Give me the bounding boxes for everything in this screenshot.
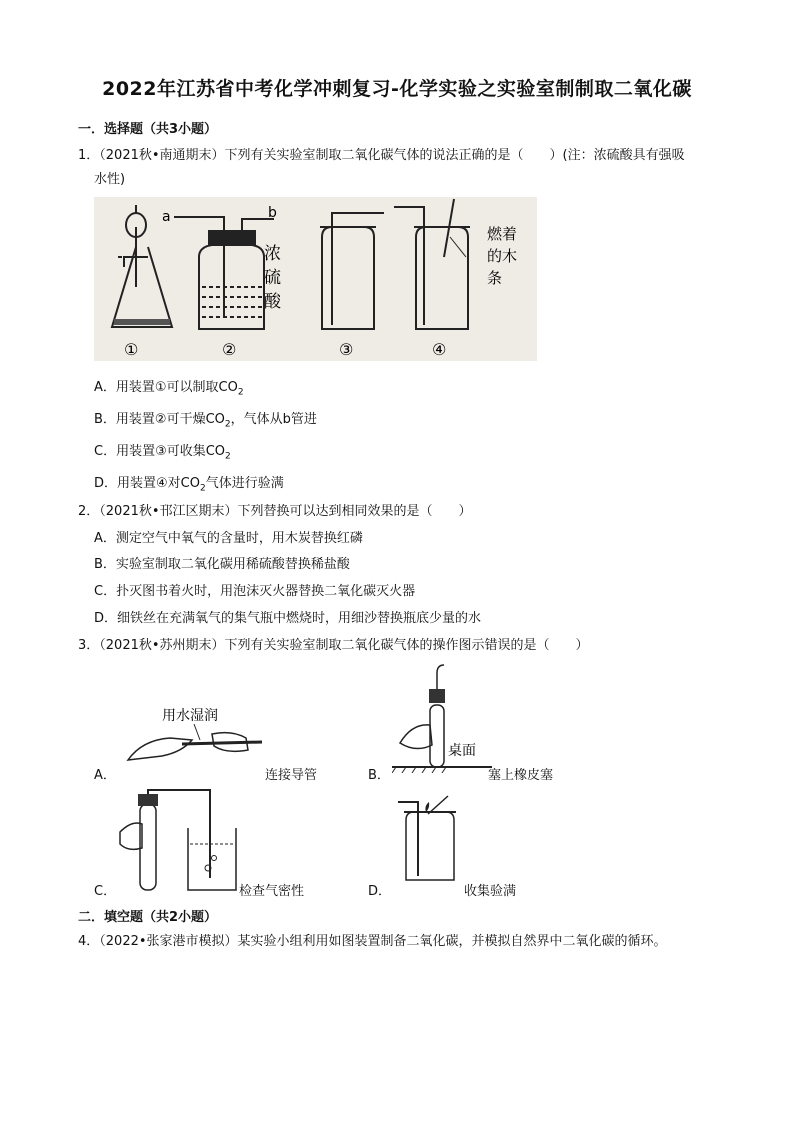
section-heading-fill: 二．填空题（共2小题） [78,910,218,925]
connect-tube-drawing [122,700,272,780]
option-a-letter: A． [94,768,116,783]
option-d-letter: D． [368,884,392,899]
option-c-caption: 检查气密性 [239,884,305,899]
stick-label-1: 燃着 [487,225,518,243]
wet-note: 用水湿润 [162,708,218,724]
question-2-option-a[interactable]: A．测定空气中氧气的含量时，用木炭替换红磷 [94,531,363,546]
apparatus-4-gas-jar [394,199,470,329]
apparatus-number-2: ② [222,340,237,359]
apparatus-diagram [94,197,537,361]
question-1-option-d[interactable]: D．用装置④对$CO_2$气体进行验满 [94,476,284,494]
acid-label-1: 浓 [264,244,281,264]
apparatus-number-1: ① [124,340,139,359]
stick-label-2: 的木 [487,247,518,265]
acid-label-2: 硫 [264,268,281,288]
option-b-caption: 塞上橡皮塞 [488,768,554,783]
question-1-option-c[interactable]: C．用装置③可收集$CO_2$ [94,444,231,462]
collect-full-drawing [398,792,478,884]
question-1-stem [78,144,728,192]
question-3-option-b[interactable] [368,663,668,782]
tube-label-b: b [268,205,277,221]
question-3-stem: 3．（2021秋•苏州期末）下列有关实验室制取二氧化碳气体的操作图示错误的是（ ） [78,638,589,653]
question-1-line2: 水性) [94,172,126,187]
question-3-option-d[interactable] [368,792,668,898]
apparatus-3-gas-jar [320,213,384,329]
option-c-letter: C． [94,884,117,899]
apparatus-number-3: ③ [339,340,354,359]
apparatus-2-wash-bottle [174,217,274,329]
question-1-figure [94,197,537,361]
question-1-option-b[interactable]: B．用装置②可干燥$CO_2$，气体从b管进 [94,412,317,430]
option-d-caption: 收集验满 [464,884,517,899]
tube-label-a: a [162,209,171,225]
option-b-letter: B． [368,768,390,783]
question-2-stem: 2．（2021秋•邗江区期末）下列替换可以达到相同效果的是（ ） [78,504,472,519]
question-4-stem: 4．（2022•张家港市模拟）某实验小组利用如图装置制备二氧化碳，并模拟自然界中二氧化碳的循环。 [78,934,667,949]
question-2-option-c[interactable]: C．扑灭图书着火时，用泡沫灭火器替换二氧化碳灭火器 [94,584,416,599]
question-3-option-a[interactable] [94,700,394,782]
page-title: 2022年江苏省中考化学冲刺复习-化学实验之实验室制制取二氧化碳 [102,78,692,100]
section-heading-choice: 一．选择题（共3小题） [78,122,218,137]
option-a-caption: 连接导管 [265,768,318,783]
question-2-option-d[interactable]: D．细铁丝在充满氧气的集气瓶中燃烧时，用细沙替换瓶底少量的水 [94,611,482,626]
question-3-option-c[interactable] [94,788,394,898]
acid-label-3: 酸 [264,292,281,312]
question-2-option-b[interactable]: B．实验室制取二氧化碳用稀硫酸替换稀盐酸 [94,557,350,572]
stick-label-3: 条 [487,269,503,287]
airtightness-drawing [118,788,258,892]
apparatus-number-4: ④ [432,340,447,359]
table-note: 桌面 [448,743,476,759]
question-1-line1: 1．（2021秋•南通期末）下列有关实验室制取二氧化碳气体的说法正确的是（ ）(注：浓硫酸具有强吸 [78,148,685,163]
insert-stopper-drawing [392,663,542,773]
question-1-option-a[interactable]: A．用装置①可以制取$CO_2$ [94,380,244,398]
